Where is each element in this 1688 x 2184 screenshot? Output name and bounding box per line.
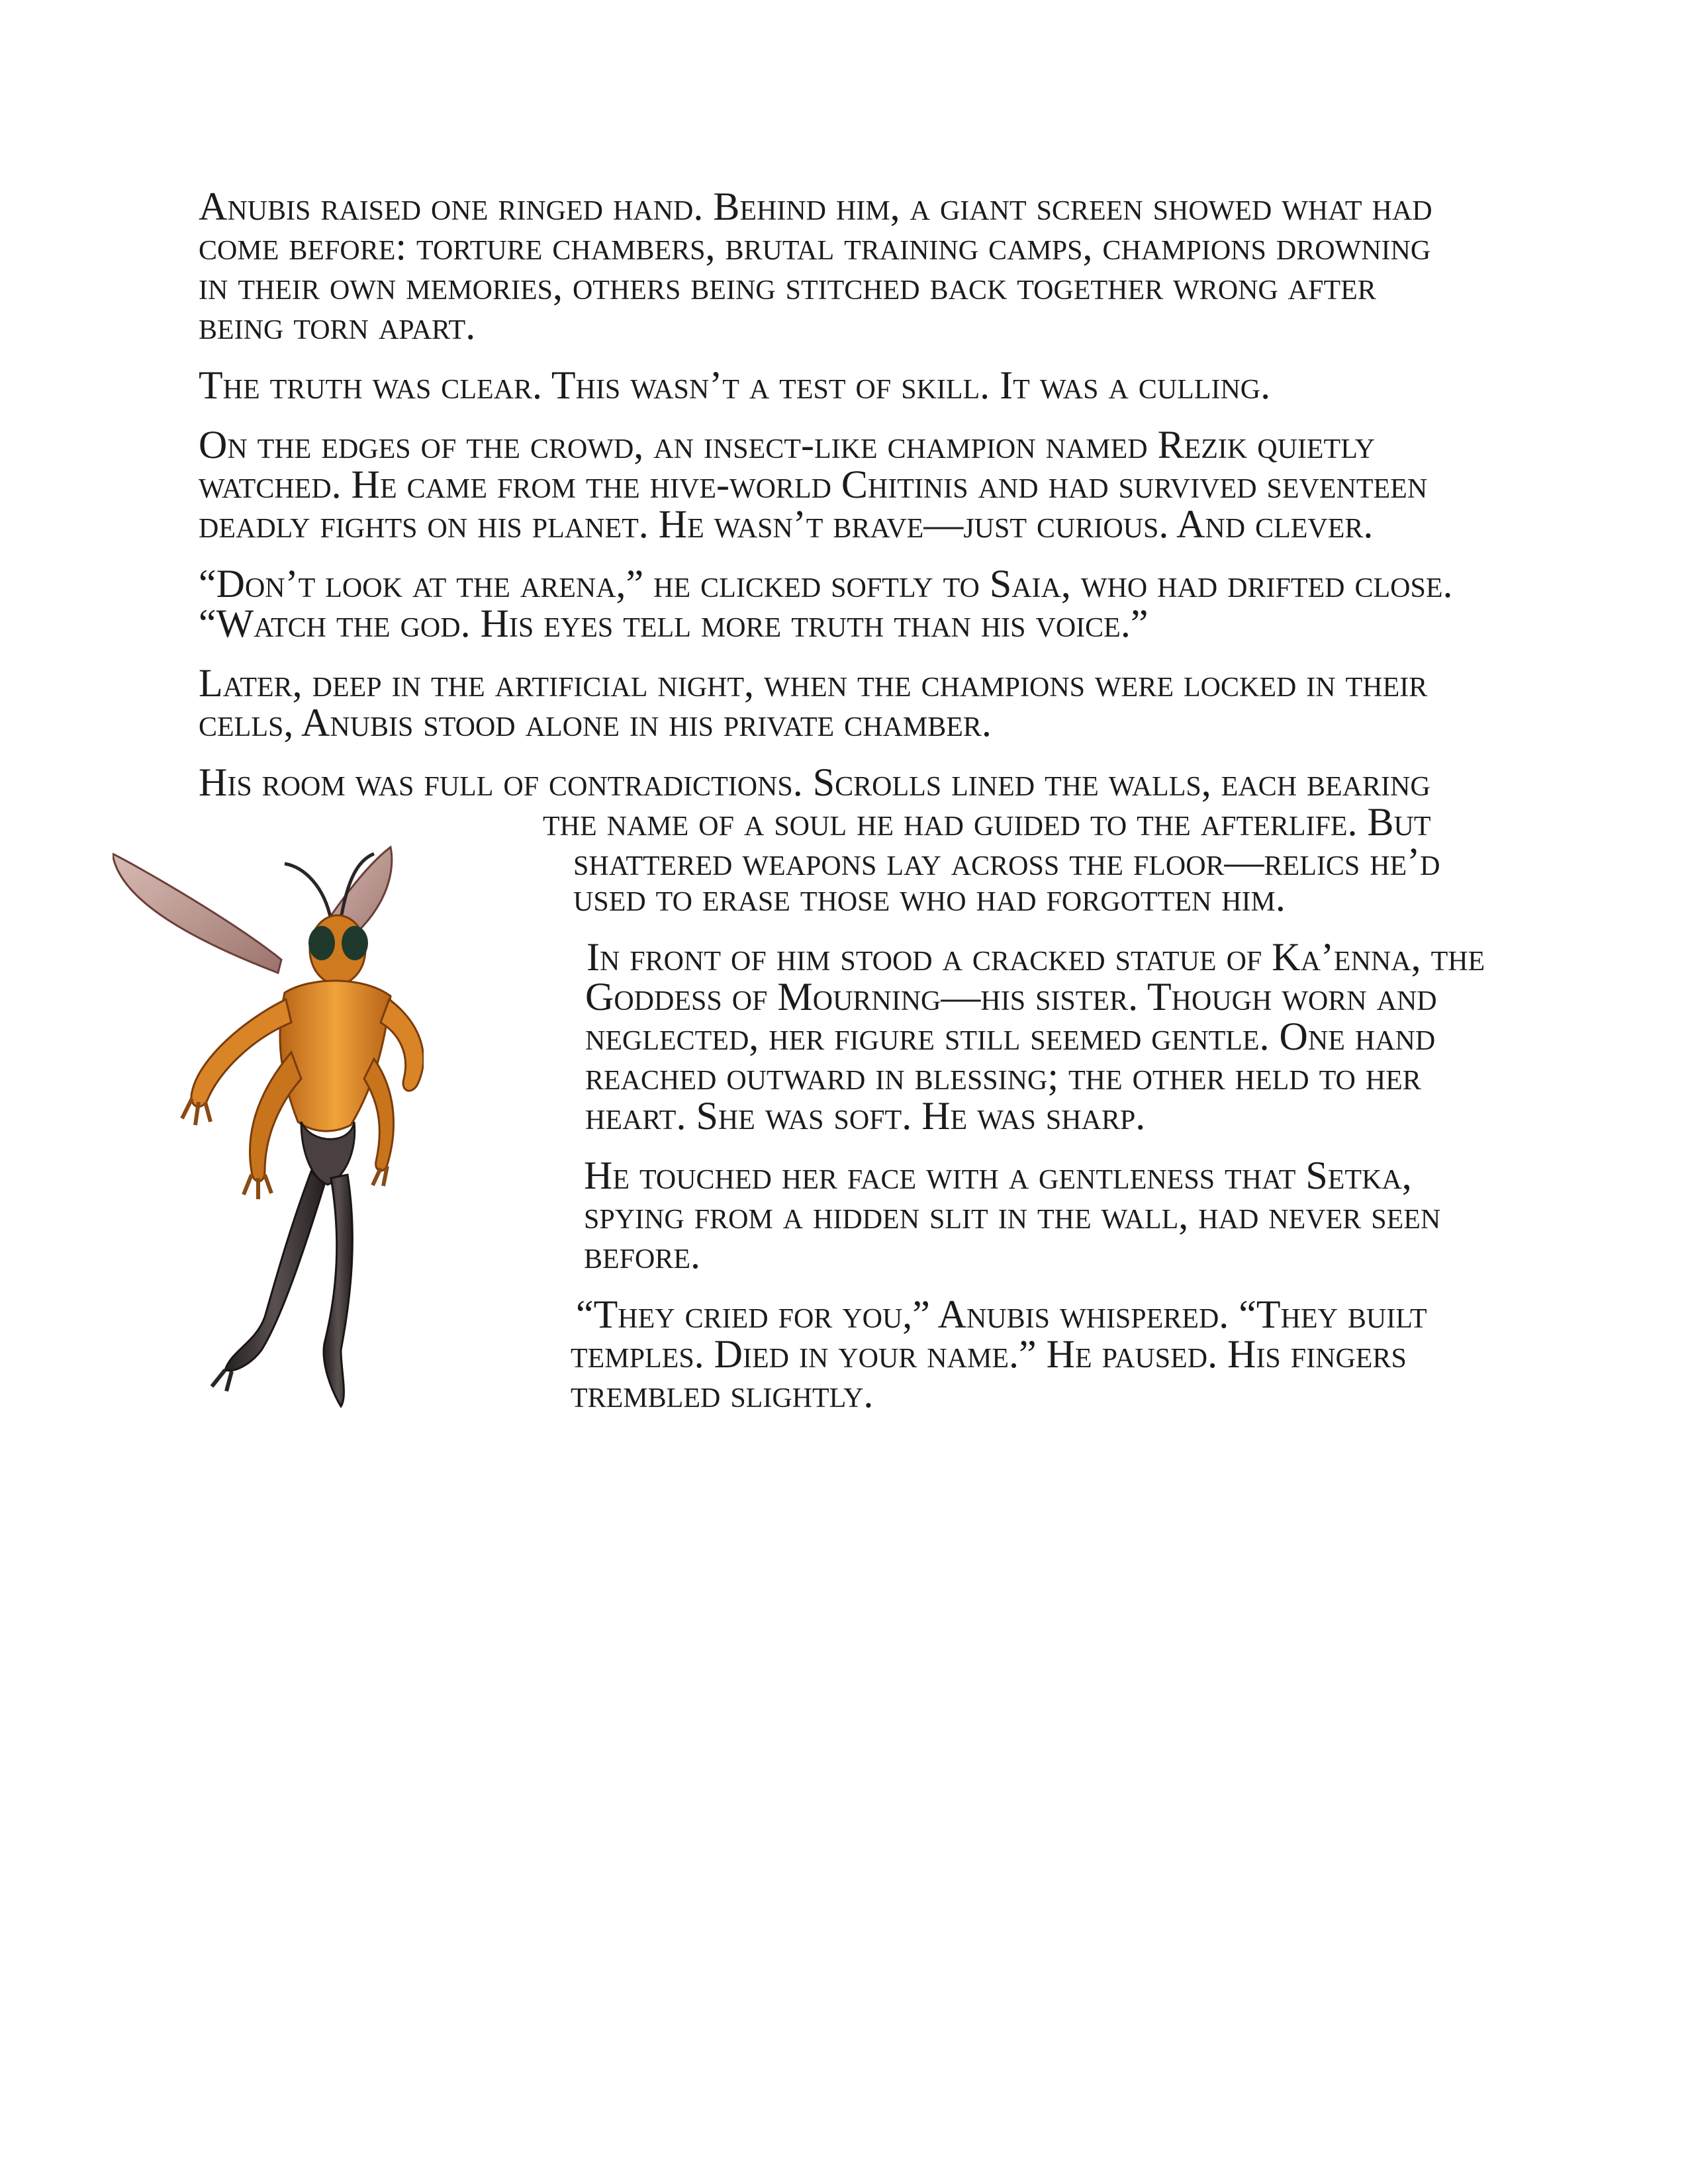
paragraph-1-line-3: in their own memories, others being stitched back together wrong after (199, 264, 1376, 308)
paragraph-6-line-1: His room was full of contradictions. Scrolls lined the walls, each bearing (199, 760, 1430, 804)
paragraph-1-line-4: being torn apart. (199, 304, 476, 347)
paragraph-5-line-1: Later, deep in the artificial night, when the champions were locked in their (199, 661, 1428, 705)
paragraph-3-line-2: watched. He came from the hive-world Chitinis and had survived seventeen (199, 463, 1428, 506)
paragraph-9-line-2: temples. Died in your name.” He paused. His fingers (571, 1332, 1407, 1376)
paragraph-9-line-1: “They cried for you,” Anubis whispered. “They built (576, 1293, 1427, 1336)
paragraph-5-line-2: cells, Anubis stood alone in his private chamber. (199, 701, 992, 745)
paragraph-6-line-2: the name of a soul he had guided to the afterlife. But (543, 800, 1431, 844)
paragraph-9-line-3: trembled slightly. (571, 1372, 874, 1416)
paragraph-1-line-2: come before: torture chambers, brutal training camps, champions drowning (199, 224, 1431, 268)
left-eye (308, 926, 335, 960)
paragraph-6-line-3: shattered weapons lay across the floor—relics he’d (573, 840, 1440, 884)
paragraph-7-line-5: heart. She was soft. He was sharp. (585, 1094, 1146, 1138)
left-leg (225, 1171, 324, 1371)
paragraph-4-line-1: “Don’t look at the arena,” he clicked softly to Saia, who had drifted close. (199, 562, 1453, 606)
paragraph-2-line-1: The truth was clear. This wasn’t a test of skill. It was a culling. (199, 363, 1271, 407)
paragraph-4-line-2: “Watch the god. His eyes tell more truth than his voice.” (199, 602, 1149, 645)
paragraph-8-line-2: spying from a hidden slit in the wall, had never seen (584, 1193, 1441, 1237)
left-lower-claw (244, 1175, 271, 1199)
right-leg (324, 1175, 352, 1406)
paragraph-6-line-4: used to erase those who had forgotten him. (573, 876, 1286, 919)
left-wing (113, 854, 281, 973)
right-lower-arm (364, 1059, 394, 1171)
right-upper-arm (381, 999, 424, 1091)
paragraph-8-line-3: before. (584, 1233, 701, 1277)
insect-champion-svg (113, 841, 424, 1410)
paragraph-8-line-1: He touched her face with a gentleness that Setka, (584, 1154, 1412, 1197)
paragraph-3-line-3: deadly fights on his planet. He wasn’t brave—just curious. And clever. (199, 502, 1374, 546)
paragraph-7-line-4: reached outward in blessing; the other held to her (585, 1054, 1421, 1098)
paragraph-7-line-3: neglected, her figure still seemed gentle. One hand (585, 1015, 1436, 1058)
paragraph-7-line-1: In front of him stood a cracked statue of Ka’enna, the (586, 935, 1485, 979)
torso (280, 981, 391, 1131)
right-lower-claw (373, 1166, 387, 1186)
paragraph-1-line-1: Anubis raised one ringed hand. Behind him, a giant screen showed what had (199, 185, 1432, 228)
left-lower-arm (250, 1052, 302, 1181)
paragraph-7-line-2: Goddess of Mourning—his sister. Though worn and (585, 975, 1437, 1019)
paragraph-3-line-1: On the edges of the crowd, an insect-like champion named Rezik quietly (199, 423, 1375, 467)
insect-champion-illustration (113, 841, 424, 1410)
right-eye (342, 926, 368, 960)
left-foot (212, 1370, 232, 1391)
left-antenna (285, 864, 331, 920)
